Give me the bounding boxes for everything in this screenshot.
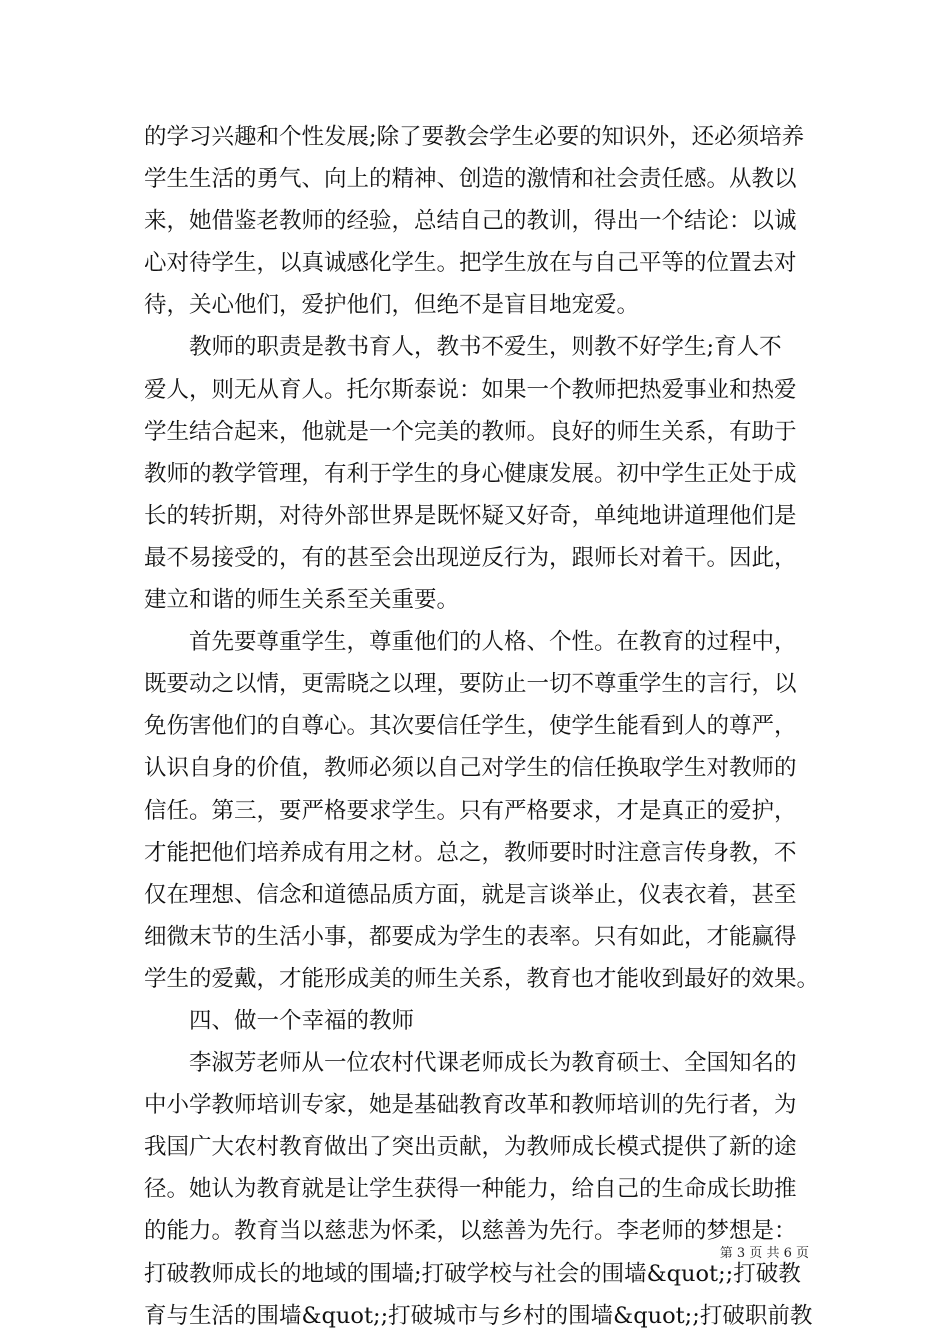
section-heading: 四、做一个幸福的教师	[189, 1007, 415, 1034]
text-line: 的学习兴趣和个性发展;除了要教会学生必要的知识外，还必须培养	[144, 124, 805, 150]
text-line: 长的转折期，对待外部世界是既怀疑又好奇，单纯地讲道理他们是	[144, 502, 797, 529]
text-line: 打破教师成长的地域的围墙;打破学校与社会的围墙&quot;;打破教	[144, 1260, 801, 1287]
text-line: 的能力。教育当以慈悲为怀柔，以慈善为先行。李老师的梦想是：	[144, 1218, 797, 1245]
text-line: 细微末节的生活小事，都要成为学生的表率。只有如此，才能赢得	[144, 923, 797, 950]
page-number: 第 3 页 共 6 页	[719, 1246, 809, 1261]
text-line: 学生结合起来，他就是一个完美的教师。良好的师生关系，有助于	[144, 418, 797, 445]
text-line: 最不易接受的，有的甚至会出现逆反行为，跟师长对着干。因此，	[144, 544, 797, 571]
paragraph-start-line: 李淑芳老师从一位农村代课老师成长为教育硕士、全国知名的	[189, 1050, 797, 1077]
text-line: 我国广大农村教育做出了突出贡献，为教师成长模式提供了新的途	[144, 1134, 797, 1161]
text-line: 教师的教学管理，有利于学生的身心健康发展。初中学生正处于成	[144, 460, 797, 487]
text-line: 既要动之以情，更需晓之以理，要防止一切不尊重学生的言行，以	[144, 671, 797, 698]
text-line: 学生生活的勇气、向上的精神、创造的激情和社会责任感。从教以	[144, 166, 797, 193]
text-line: 免伤害他们的自尊心。其次要信任学生，使学生能看到人的尊严，	[144, 713, 797, 740]
text-line: 仅在理想、信念和道德品质方面，就是言谈举止，仪表衣着，甚至	[144, 881, 797, 908]
text-line: 才能把他们培养成有用之材。总之，教师要时时注意言传身教，不	[144, 839, 797, 866]
text-line: 育与生活的围墙&quot;;打破城市与乡村的围墙&quot;;打破职前教	[144, 1302, 813, 1329]
text-line: 待，关心他们，爱护他们，但绝不是盲目地宠爱。	[144, 292, 640, 319]
text-line: 来，她借鉴老教师的经验，总结自己的教训，得出一个结论：以诚	[144, 208, 797, 235]
text-line: 认识自身的价值，教师必须以自己对学生的信任换取学生对教师的	[144, 755, 797, 782]
paragraph-start-line: 首先要尊重学生，尊重他们的人格、个性。在教育的过程中，	[189, 629, 797, 656]
paragraph-start-line: 教师的职责是教书育人，教书不爱生，则教不好学生;育人不	[189, 334, 782, 361]
text-line: 建立和谐的师生关系至关重要。	[144, 587, 460, 614]
text-line: 信任。第三，要严格要求学生。只有严格要求，才是真正的爱护，	[144, 797, 797, 824]
text-line: 学生的爱戴，才能形成美的师生关系，教育也才能收到最好的效果。	[144, 965, 820, 992]
text-line: 爱人，则无从育人。托尔斯泰说：如果一个教师把热爱事业和热爱	[144, 376, 797, 403]
text-line: 心对待学生，以真诚感化学生。把学生放在与自己平等的位置去对	[144, 250, 797, 277]
text-line: 中小学教师培训专家，她是基础教育改革和教师培训的先行者，为	[144, 1092, 797, 1119]
text-line: 径。她认为教育就是让学生获得一种能力，给自己的生命成长助推	[144, 1176, 797, 1203]
document-body	[144, 116, 820, 1337]
